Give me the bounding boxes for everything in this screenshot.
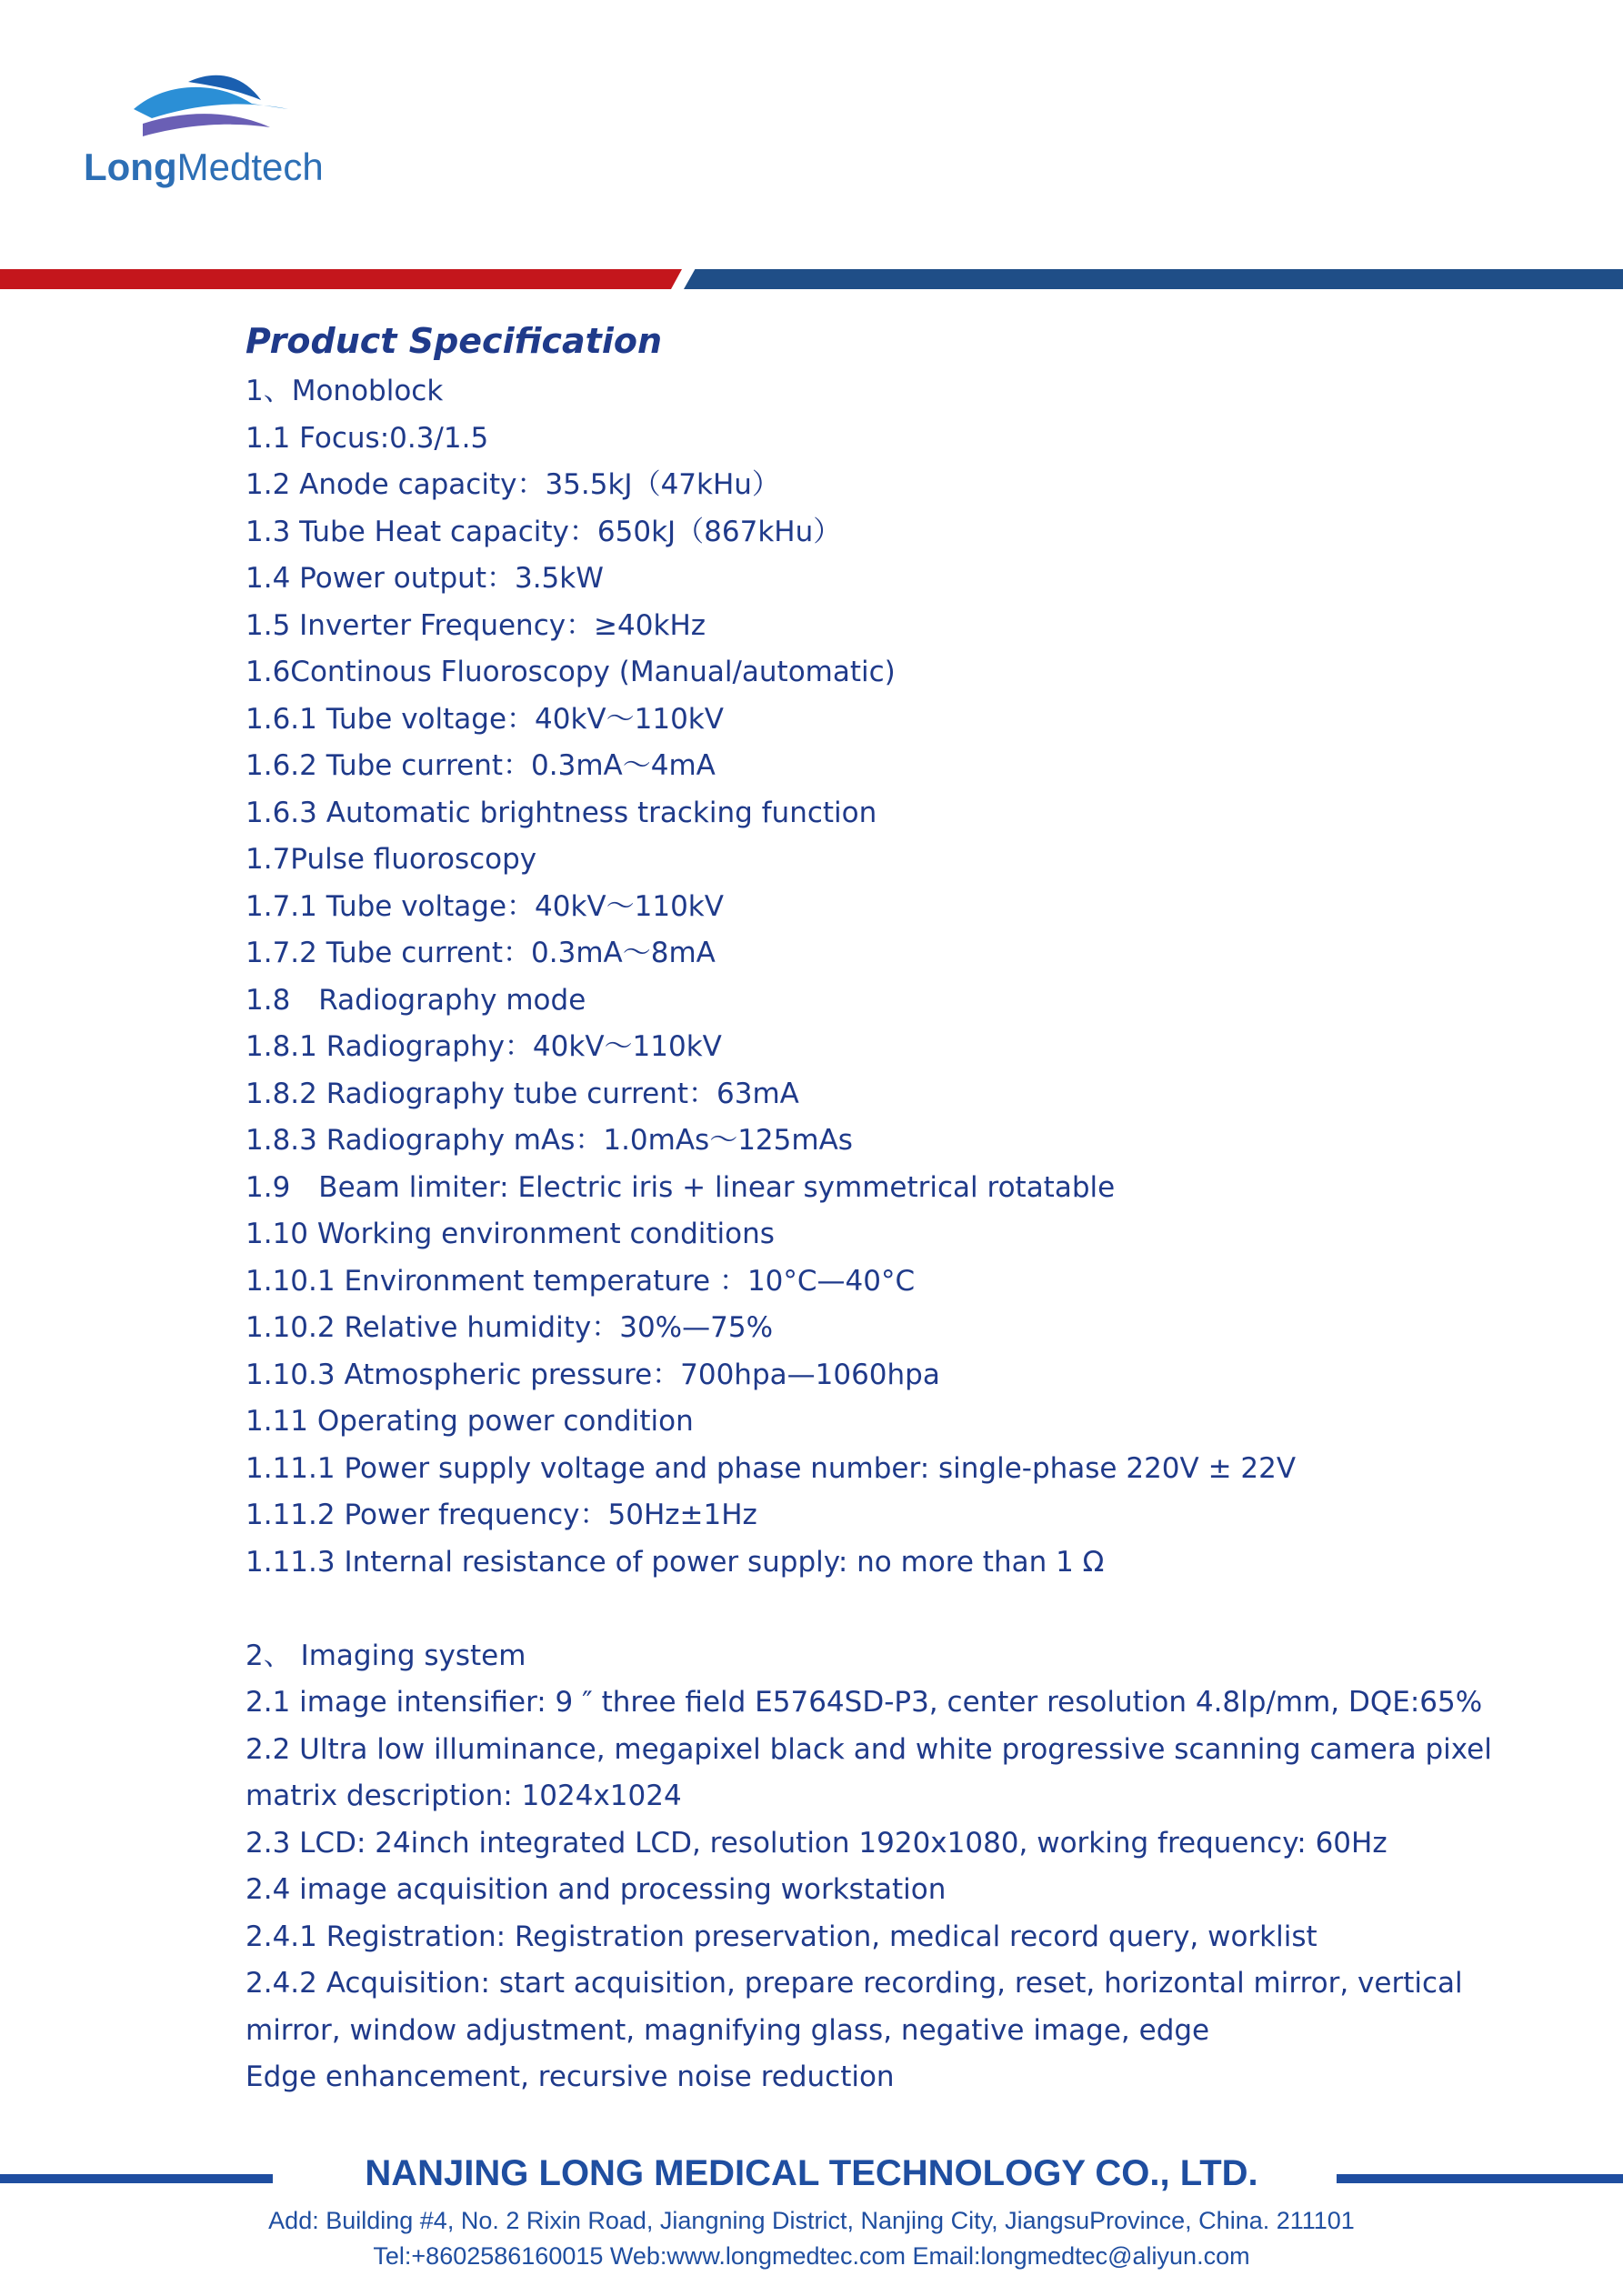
spec-line: 1.2 Anode capacity：35.5kJ（47kHu） bbox=[245, 468, 780, 501]
spec-line: 1.8.3 Radiography mAs：1.0mAs～125mAs bbox=[245, 1124, 853, 1157]
spec-line: 2.4.2 Acquisition: start acquisition, prepare recording, reset, horizontal mirror, vertical bbox=[245, 1967, 1463, 2000]
spec-line: 1.6.3 Automatic brightness tracking function bbox=[245, 796, 877, 829]
footer-company-name: NANJING LONG MEDICAL TECHNOLOGY CO., LTD. bbox=[365, 2153, 1258, 2193]
spec-line: 1.10.3 Atmospheric pressure：700hpa—1060hpa bbox=[245, 1358, 940, 1391]
spec-line: 1.8.2 Radiography tube current：63mA bbox=[245, 1077, 799, 1110]
footer-contact: Tel:+8602586160015 Web:www.longmedtec.com Email:longmedtec@aliyun.com bbox=[373, 2242, 1250, 2270]
spec-line: 1.11 Operating power condition bbox=[245, 1405, 694, 1438]
spec-line: 1.10.2 Relative humidity：30%—75% bbox=[245, 1311, 774, 1344]
header-red-bar bbox=[0, 269, 682, 289]
spec-line: 1.11.1 Power supply voltage and phase number: single-phase 220V ± 22V bbox=[245, 1451, 1297, 1485]
spec-line: 1.7.2 Tube current：0.3mA～8mA bbox=[245, 937, 716, 969]
spec-line: matrix description: 1024x1024 bbox=[245, 1780, 682, 1812]
spec-line: 2.4.1 Registration: Registration preservation, medical record query, worklist bbox=[245, 1920, 1317, 1953]
spec-line: 2.3 LCD: 24inch integrated LCD, resolution 1920x1080, working frequency: 60Hz bbox=[245, 1826, 1388, 1860]
spec-line: 1.7Pulse fluoroscopy bbox=[245, 843, 537, 876]
document-body bbox=[245, 314, 1492, 2101]
bird-logo-icon bbox=[134, 73, 288, 138]
spec-line: 1.11.3 Internal resistance of power supply: no more than 1 Ω bbox=[245, 1545, 1105, 1579]
page-title: Product Specification bbox=[245, 321, 663, 361]
company-logo bbox=[84, 73, 356, 191]
spec-line: 1.9 Beam limiter: Electric iris + linear symmetrical rotatable bbox=[245, 1170, 1116, 1204]
section-spacer bbox=[245, 1586, 1391, 1633]
spec-line: 1.10 Working environment conditions bbox=[245, 1218, 775, 1250]
spec-line: 1.4 Power output：3.5kW bbox=[245, 562, 604, 595]
spec-line: 1.6Continous Fluoroscopy (Manual/automatic) bbox=[245, 656, 896, 688]
footer-address: Add: Building #4, No. 2 Rixin Road, Jiangning District, Nanjing City, JiangsuProvince, China. 211101 bbox=[268, 2207, 1355, 2234]
spec-line: 1.10.1 Environment temperature ：10°C—40°C bbox=[245, 1264, 916, 1298]
section-title-imaging: 2、 Imaging system bbox=[245, 1639, 526, 1672]
spec-line: Edge enhancement, recursive noise reduction bbox=[245, 2060, 895, 2093]
spec-line: 1.8 Radiography mode bbox=[245, 983, 586, 1017]
spec-line: 1.1 Focus:0.3/1.5 bbox=[245, 421, 489, 455]
spec-line: 1.6.2 Tube current：0.3mA～4mA bbox=[245, 749, 716, 782]
spec-line: mirror, window adjustment, magnifying glass, negative image, edge bbox=[245, 2013, 1210, 2047]
spec-line: 1.6.1 Tube voltage：40kV～110kV bbox=[245, 702, 724, 736]
spec-line: 2.1 image intensifier: 9 ″ three field E5764SD-P3, center resolution 4.8lp/mm, DQE:65% bbox=[245, 1686, 1483, 1719]
spec-line: 2.2 Ultra low illuminance, megapixel black and white progressive scanning camera pixel bbox=[245, 1732, 1492, 1766]
logo-wordmark: LongMedtech bbox=[84, 145, 324, 188]
spec-line: 1.5 Inverter Frequency：≥40kHz bbox=[245, 608, 706, 642]
spec-line: 1.3 Tube Heat capacity：650kJ（867kHu） bbox=[245, 515, 842, 548]
spec-line: 2.4 image acquisition and processing workstation bbox=[245, 1873, 947, 1906]
header-blue-bar bbox=[684, 269, 1623, 289]
spec-line: 1.7.1 Tube voltage：40kV～110kV bbox=[245, 889, 724, 923]
spec-line: 1.11.2 Power frequency：50Hz±1Hz bbox=[245, 1499, 757, 1531]
spec-line: 1、Monoblock bbox=[245, 375, 444, 407]
spec-line: 1.8.1 Radiography：40kV～110kV bbox=[245, 1030, 722, 1063]
